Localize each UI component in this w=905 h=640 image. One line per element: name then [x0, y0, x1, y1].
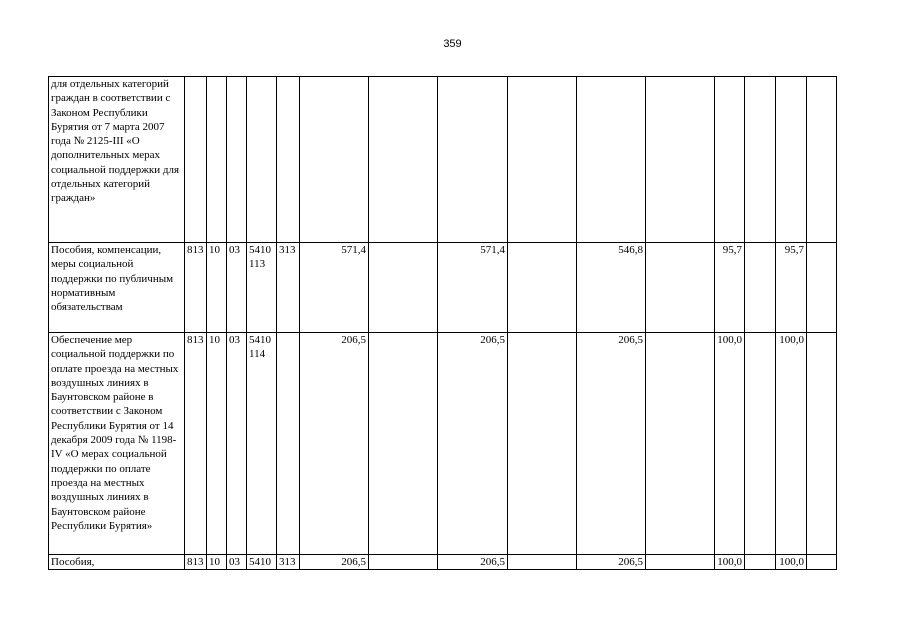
- percent-cell: [745, 555, 776, 570]
- amount-cell: [508, 243, 577, 333]
- table-row: [49, 333, 837, 555]
- row-description: Обеспечение мер социальной поддержки по оплате проезда на местных воздушных линиях в Баунтовском районе в соответствии с Законом Республики Бурятия от 14 декабря 2009 года № 1198-IV «О мерах социальной поддержки по оплате проезда на местных воздушных линиях в Баунтовском районе Республики Бурятия»: [49, 333, 185, 555]
- amount-cell: 206,5: [300, 555, 369, 570]
- amount-cell: [369, 333, 438, 555]
- amount-cell: 571,4: [438, 243, 508, 333]
- percent-cell: [745, 333, 776, 555]
- expense-type-code: [277, 333, 300, 555]
- row-description: для отдельных категорий граждан в соответствии с Законом Республики Бурятия от 7 марта 2007 года № 2125-III «О дополнительных мерах социальной поддержки для отдельных категорий граждан»: [49, 77, 185, 243]
- amount-cell: [369, 555, 438, 570]
- percent-cell: 100,0: [715, 555, 745, 570]
- table-cell: [277, 77, 300, 243]
- table-cell: [646, 77, 715, 243]
- table-cell: [715, 77, 745, 243]
- percent-cell: [807, 555, 837, 570]
- percent-cell: [646, 243, 715, 333]
- target-article-code: 5410 114: [247, 333, 277, 555]
- amount-cell: 571,4: [300, 243, 369, 333]
- ministry-code: 813: [185, 555, 207, 570]
- ministry-code: 813: [185, 333, 207, 555]
- section-code: 10: [207, 555, 227, 570]
- table-cell: [807, 77, 837, 243]
- table-cell: [369, 77, 438, 243]
- percent-cell: [646, 555, 715, 570]
- amount-cell: [508, 555, 577, 570]
- amount-cell: 206,5: [577, 555, 646, 570]
- table-cell: [207, 77, 227, 243]
- expense-type-code: 313: [277, 555, 300, 570]
- table-cell: [577, 77, 646, 243]
- amount-cell: 206,5: [438, 555, 508, 570]
- table-cell: [227, 77, 247, 243]
- percent-cell: [807, 243, 837, 333]
- subsection-code: 03: [227, 555, 247, 570]
- table-cell: [300, 77, 369, 243]
- percent-cell: 95,7: [776, 243, 807, 333]
- amount-cell: [508, 333, 577, 555]
- table-row: [49, 243, 837, 333]
- amount-cell: [369, 243, 438, 333]
- percent-cell: 100,0: [776, 555, 807, 570]
- table-cell: [745, 77, 776, 243]
- target-article-code: 5410 113: [247, 243, 277, 333]
- percent-cell: 100,0: [715, 333, 745, 555]
- page-number: 359: [443, 38, 462, 50]
- subsection-code: 03: [227, 333, 247, 555]
- amount-cell: 206,5: [300, 333, 369, 555]
- target-article-code: 5410: [247, 555, 277, 570]
- table-cell: [438, 77, 508, 243]
- table-cell: [776, 77, 807, 243]
- amount-cell: 206,5: [577, 333, 646, 555]
- percent-cell: 100,0: [776, 333, 807, 555]
- amount-cell: 206,5: [438, 333, 508, 555]
- table-cell: [508, 77, 577, 243]
- table-row: [49, 555, 837, 570]
- expense-type-code: 313: [277, 243, 300, 333]
- table-cell: [185, 77, 207, 243]
- subsection-code: 03: [227, 243, 247, 333]
- ministry-code: 813: [185, 243, 207, 333]
- percent-cell: [807, 333, 837, 555]
- amount-cell: 546,8: [577, 243, 646, 333]
- section-code: 10: [207, 243, 227, 333]
- percent-cell: [646, 333, 715, 555]
- row-description: Пособия,: [49, 555, 185, 570]
- table-row: [49, 77, 837, 243]
- percent-cell: 95,7: [715, 243, 745, 333]
- row-description: Пособия, компенсации, меры социальной поддержки по публичным нормативным обязательствам: [49, 243, 185, 333]
- percent-cell: [745, 243, 776, 333]
- budget-table: [48, 76, 837, 570]
- section-code: 10: [207, 333, 227, 555]
- table-cell: [247, 77, 277, 243]
